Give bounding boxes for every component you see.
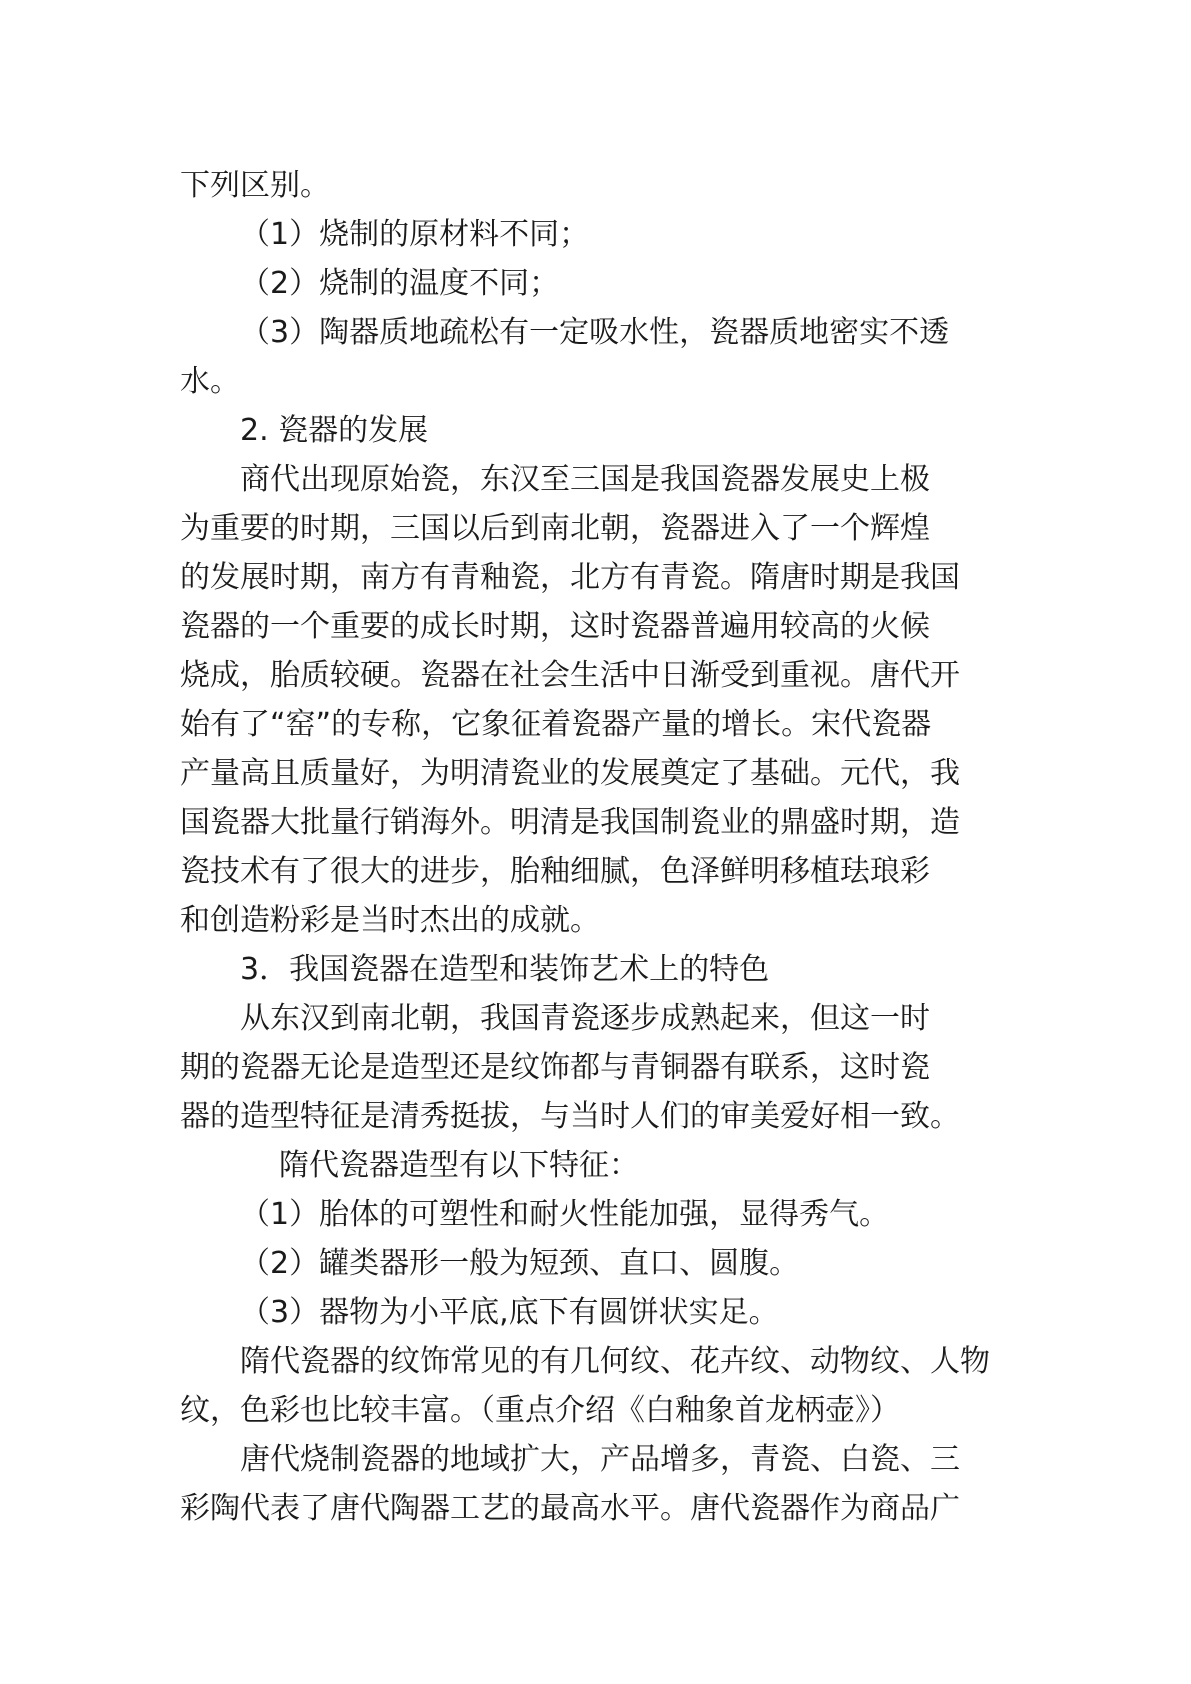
paragraph-line: 瓷器的一个重要的成长时期，这时瓷器普遍用较高的火候 <box>180 609 930 644</box>
paragraph-line: 纹，色彩也比较丰富。（重点介绍《白釉象首龙柄壶》） <box>180 1393 900 1428</box>
paragraph-line: 从东汉到南北朝，我国青瓷逐步成熟起来，但这一时 <box>240 1001 930 1036</box>
document-page <box>180 161 1020 1533</box>
list-item: （3）器物为小平底,底下有圆饼状实足。 <box>240 1295 779 1330</box>
list-item: （1）胎体的可塑性和耐火性能加强，显得秀气。 <box>240 1197 890 1232</box>
list-item: （2）罐类器形一般为短颈、直口、圆腹。 <box>240 1246 800 1281</box>
paragraph-line: 彩陶代表了唐代陶器工艺的最高水平。唐代瓷器作为商品广 <box>180 1491 960 1526</box>
paragraph-line: 和创造粉彩是当时杰出的成就。 <box>180 903 600 938</box>
paragraph-line: 唐代烧制瓷器的地域扩大，产品增多，青瓷、白瓷、三 <box>240 1442 960 1477</box>
paragraph-line: 的发展时期，南方有青釉瓷，北方有青瓷。隋唐时期是我国 <box>180 560 960 595</box>
paragraph-line: 瓷技术有了很大的进步，胎釉细腻，色泽鲜明移植珐琅彩 <box>180 854 930 889</box>
paragraph-line: 为重要的时期，三国以后到南北朝，瓷器进入了一个辉煌 <box>180 511 930 546</box>
paragraph-line: 商代出现原始瓷，东汉至三国是我国瓷器发展史上极 <box>240 462 930 497</box>
text-line: 下列区别。 <box>180 168 330 203</box>
list-item: （3）陶器质地疏松有一定吸水性，瓷器质地密实不透 <box>240 315 950 350</box>
list-item: （2）烧制的温度不同； <box>240 266 560 301</box>
section-heading: 2. 瓷器的发展 <box>240 413 429 448</box>
paragraph-line: 烧成，胎质较硬。瓷器在社会生活中日渐受到重视。唐代开 <box>180 658 960 693</box>
paragraph-line: 国瓷器大批量行销海外。明清是我国制瓷业的鼎盛时期，造 <box>180 805 960 840</box>
paragraph-line: 隋代瓷器造型有以下特征： <box>279 1148 639 1183</box>
paragraph-line: 器的造型特征是清秀挺拔，与当时人们的审美爱好相一致。 <box>180 1099 960 1134</box>
text-line: 水。 <box>180 364 240 399</box>
paragraph-line: 始有了“窑”的专称，它象征着瓷器产量的增长。宋代瓷器 <box>180 707 932 742</box>
paragraph-line: 期的瓷器无论是造型还是纹饰都与青铜器有联系，这时瓷 <box>180 1050 930 1085</box>
paragraph-line: 隋代瓷器的纹饰常见的有几何纹、花卉纹、动物纹、人物 <box>240 1344 990 1379</box>
section-heading: 3．我国瓷器在造型和装饰艺术上的特色 <box>240 952 770 987</box>
paragraph-line: 产量高且质量好，为明清瓷业的发展奠定了基础。元代，我 <box>180 756 960 791</box>
list-item: （1）烧制的原材料不同； <box>240 217 590 252</box>
